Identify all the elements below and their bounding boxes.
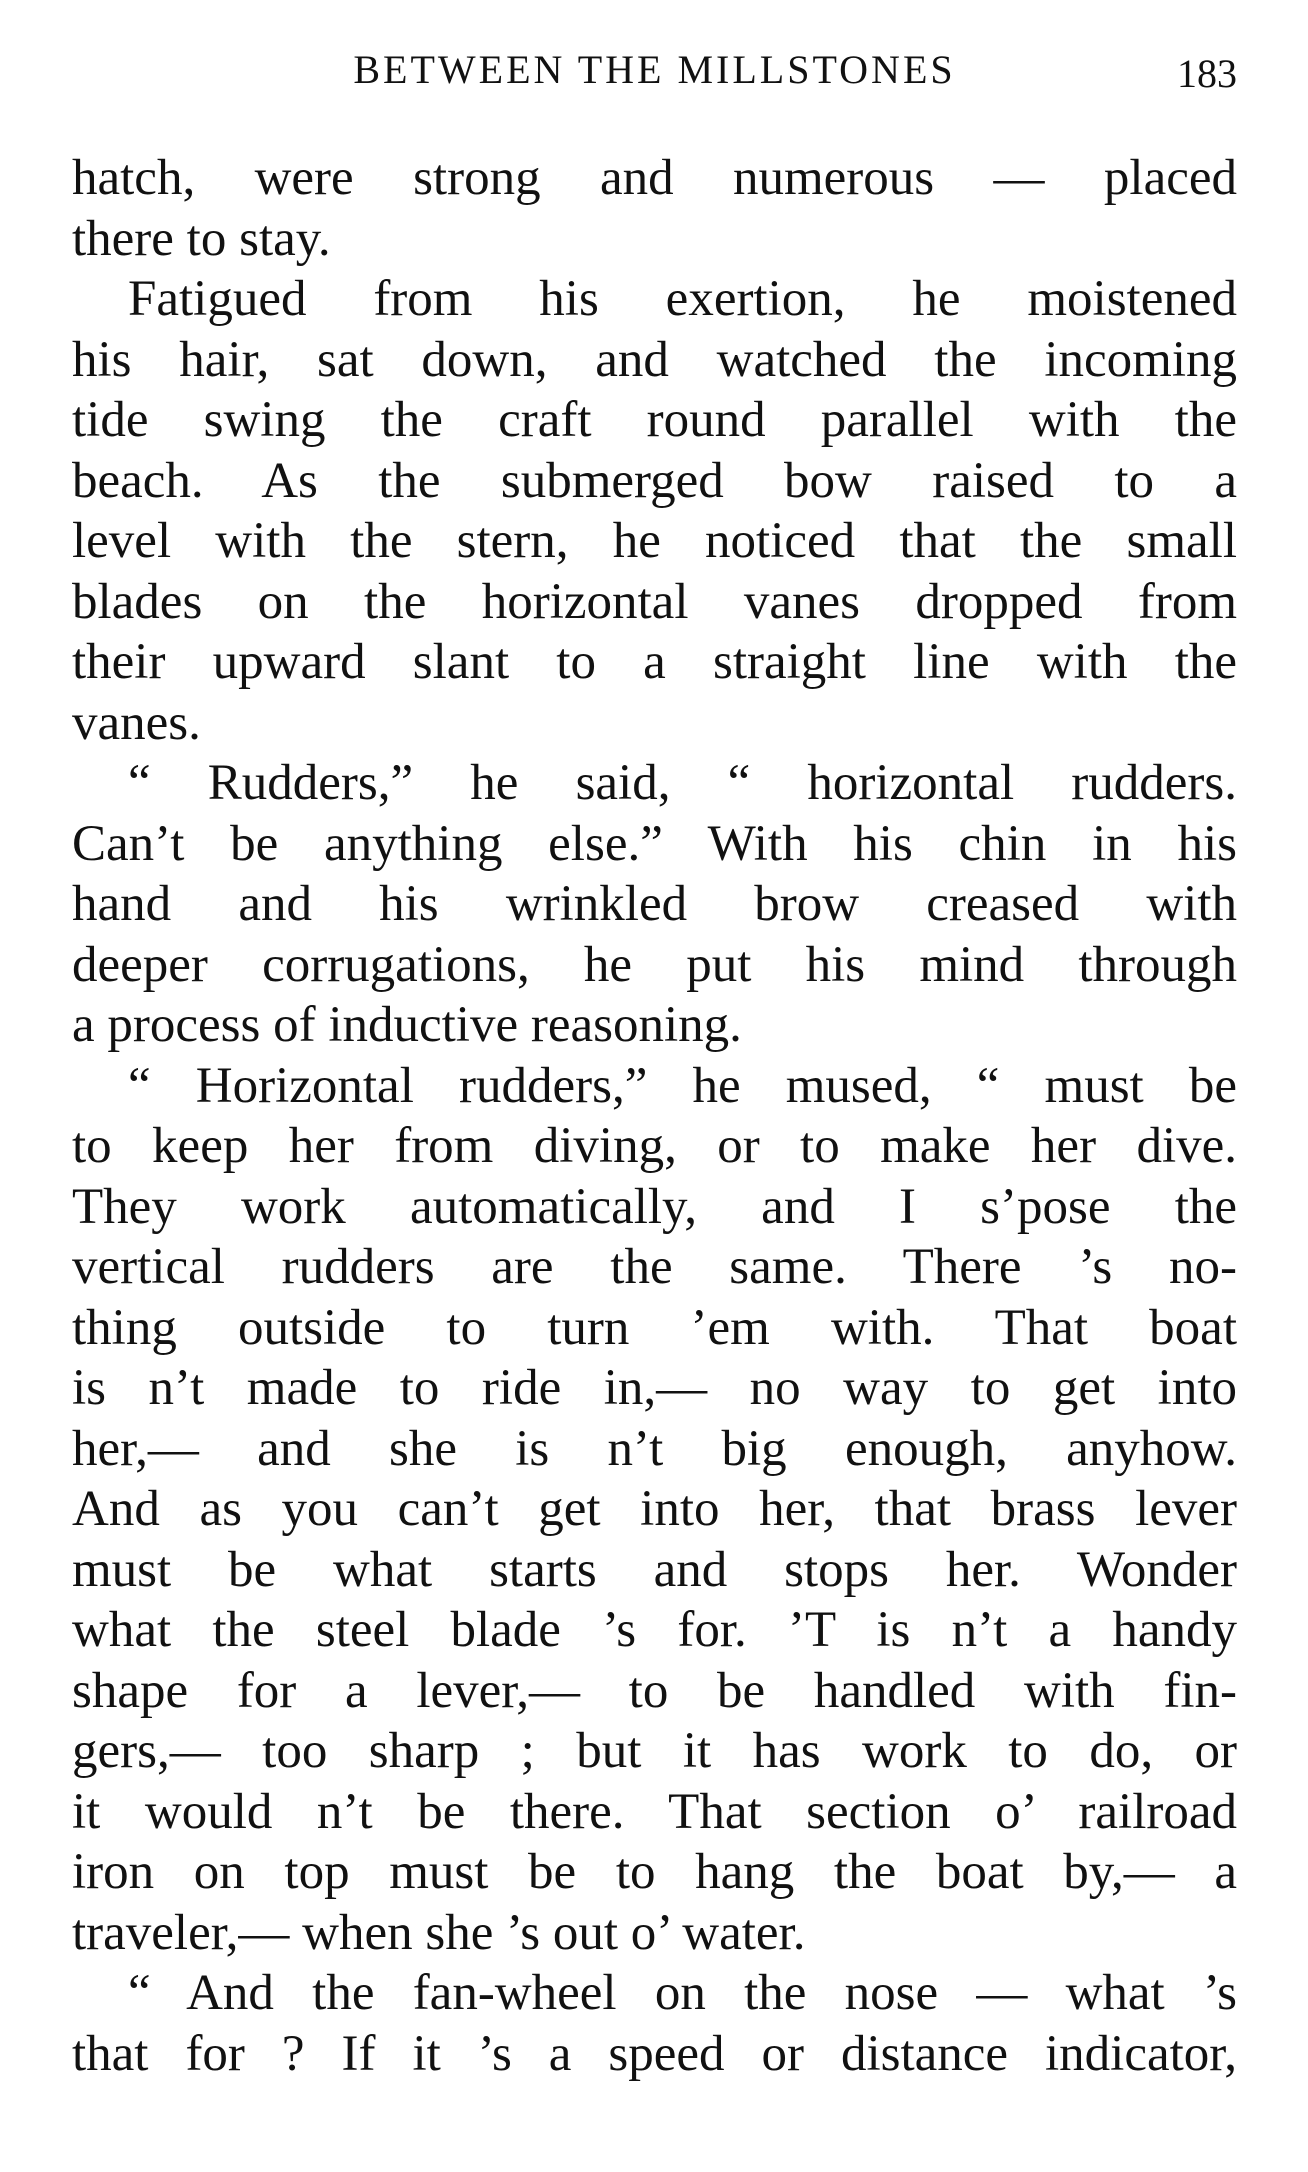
text-line: And as you can’t get into her, that brass lever: [72, 1481, 1237, 1537]
text-line: iron on top must be to hang the boat by,— a: [72, 1844, 1237, 1900]
text-line: her,— and she is n’t big enough, anyhow.: [72, 1420, 1237, 1477]
text-line: gers,— too sharp ; but it has work to do, or: [72, 1723, 1237, 1779]
text-line: They work automatically, and I s’pose the: [72, 1178, 1237, 1235]
text-line: hand and his wrinkled brow creased with: [72, 876, 1237, 932]
page-number: 183: [1177, 51, 1237, 96]
text-line: thing outside to turn ’em with. That boat: [72, 1299, 1237, 1356]
text-line: Fatigued from his exertion, he moistened: [128, 271, 1237, 327]
text-line: vertical rudders are the same. There ’s no-: [72, 1239, 1237, 1295]
body-text: [72, 148, 1237, 2084]
running-title: BETWEEN THE MILLSTONES: [353, 47, 956, 92]
text-line: Can’t be anything else.” With his chin in his: [72, 815, 1237, 872]
text-line: what the steel blade ’s for. ’T is n’t a handy: [72, 1602, 1237, 1658]
text-line: to keep her from diving, or to make her dive.: [72, 1118, 1237, 1174]
text-line: beach. As the submerged bow raised to a: [72, 452, 1237, 509]
text-line: “ Horizontal rudders,” he mused, “ must be: [128, 1057, 1237, 1114]
text-line: level with the stern, he noticed that the small: [72, 513, 1237, 569]
text-line: blades on the horizontal vanes dropped from: [72, 573, 1237, 630]
text-line: deeper corrugations, he put his mind through: [72, 936, 1237, 993]
text-line: vanes.: [72, 694, 201, 751]
text-line: his hair, sat down, and watched the incoming: [72, 331, 1237, 388]
text-line: “ Rudders,” he said, “ horizontal rudders.: [128, 755, 1237, 811]
text-line: that for ? If it ’s a speed or distance indicator,: [72, 2025, 1237, 2082]
text-line: there to stay.: [72, 210, 331, 267]
text-line: “ And the fan-wheel on the nose — what ’s: [128, 1965, 1237, 2021]
text-line: shape for a lever,— to be handled with fin-: [72, 1662, 1237, 1719]
text-line: tide swing the craft round parallel with the: [72, 392, 1237, 448]
text-line: traveler,— when she ’s out o’ water.: [72, 1904, 806, 1961]
running-head: [72, 40, 1237, 100]
text-line: must be what starts and stops her. Wonder: [72, 1541, 1237, 1598]
text-line: a process of inductive reasoning.: [72, 997, 742, 1053]
text-line: it would n’t be there. That section o’ railroad: [72, 1783, 1237, 1840]
text-line: hatch, were strong and numerous — placed: [72, 150, 1237, 206]
text-line: their upward slant to a straight line with the: [72, 634, 1237, 690]
text-line: is n’t made to ride in,— no way to get into: [72, 1360, 1237, 1416]
